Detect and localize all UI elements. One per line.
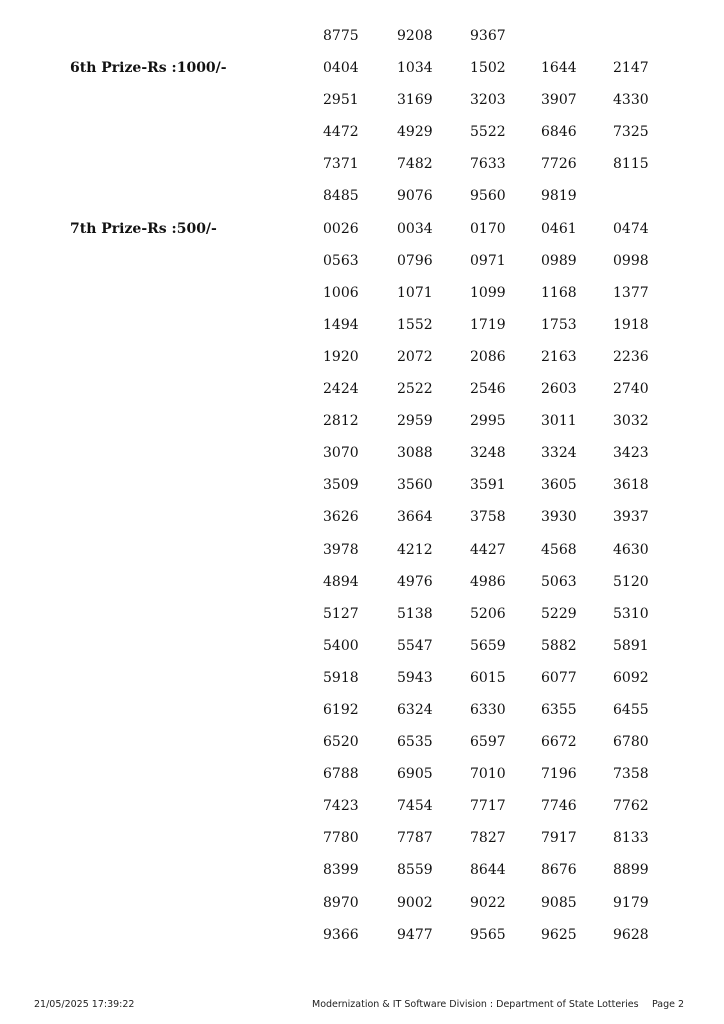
ticket-number: 9076 bbox=[397, 188, 433, 205]
ticket-number: 8133 bbox=[613, 830, 649, 847]
ticket-number: 4212 bbox=[397, 541, 433, 558]
page-footer bbox=[0, 999, 724, 1015]
footer-datetime: 21/05/2025 17:39:22 bbox=[34, 999, 135, 1010]
ticket-number: 3618 bbox=[613, 477, 649, 494]
ticket-number: 1552 bbox=[397, 316, 433, 333]
ticket-number: 5206 bbox=[470, 605, 506, 622]
ticket-number: 7917 bbox=[541, 830, 577, 847]
ticket-number: 2812 bbox=[323, 413, 359, 430]
ticket-number: 1071 bbox=[397, 284, 433, 301]
ticket-number: 4986 bbox=[470, 573, 506, 590]
table-row bbox=[0, 630, 724, 662]
ticket-number: 1753 bbox=[541, 316, 577, 333]
ticket-number: 3930 bbox=[541, 509, 577, 526]
ticket-number: 3758 bbox=[470, 509, 506, 526]
ticket-number: 7325 bbox=[613, 124, 649, 141]
ticket-number: 4427 bbox=[470, 541, 506, 558]
ticket-number: 0170 bbox=[470, 220, 506, 237]
ticket-number: 4330 bbox=[613, 92, 649, 109]
ticket-number: 1920 bbox=[323, 348, 359, 365]
ticket-number: 7726 bbox=[541, 156, 577, 173]
ticket-number: 0404 bbox=[323, 60, 359, 77]
ticket-number: 4568 bbox=[541, 541, 577, 558]
ticket-number: 1719 bbox=[470, 316, 506, 333]
ticket-number: 3591 bbox=[470, 477, 506, 494]
ticket-number: 2424 bbox=[323, 381, 359, 398]
ticket-number: 5882 bbox=[541, 637, 577, 654]
ticket-number: 9819 bbox=[541, 188, 577, 205]
ticket-number: 2236 bbox=[613, 348, 649, 365]
table-row bbox=[0, 566, 724, 598]
ticket-number: 2951 bbox=[323, 92, 359, 109]
ticket-number: 8970 bbox=[323, 894, 359, 911]
ticket-number: 9085 bbox=[541, 894, 577, 911]
ticket-number: 2072 bbox=[397, 348, 433, 365]
ticket-number: 2546 bbox=[470, 381, 506, 398]
ticket-number: 8399 bbox=[323, 862, 359, 879]
table-row bbox=[0, 84, 724, 116]
ticket-number: 4630 bbox=[613, 541, 649, 558]
ticket-number: 1168 bbox=[541, 284, 577, 301]
ticket-number: 3011 bbox=[541, 413, 577, 430]
ticket-number: 2522 bbox=[397, 381, 433, 398]
ticket-number: 5127 bbox=[323, 605, 359, 622]
ticket-number: 3560 bbox=[397, 477, 433, 494]
ticket-number: 7358 bbox=[613, 766, 649, 783]
ticket-number: 6597 bbox=[470, 734, 506, 751]
ticket-number: 3978 bbox=[323, 541, 359, 558]
table-row bbox=[0, 277, 724, 309]
ticket-number: 1006 bbox=[323, 284, 359, 301]
ticket-number: 6324 bbox=[397, 701, 433, 718]
table-row bbox=[0, 534, 724, 566]
table-row bbox=[0, 245, 724, 277]
ticket-number: 3626 bbox=[323, 509, 359, 526]
ticket-number: 1918 bbox=[613, 316, 649, 333]
table-row bbox=[0, 887, 724, 919]
ticket-number: 8676 bbox=[541, 862, 577, 879]
ticket-number: 7633 bbox=[470, 156, 506, 173]
ticket-number: 4472 bbox=[323, 124, 359, 141]
ticket-number: 0971 bbox=[470, 252, 506, 269]
table-row bbox=[0, 790, 724, 822]
table-row bbox=[0, 148, 724, 180]
ticket-number: 9625 bbox=[541, 926, 577, 943]
ticket-number: 9002 bbox=[397, 894, 433, 911]
ticket-number: 0989 bbox=[541, 252, 577, 269]
ticket-number: 1644 bbox=[541, 60, 577, 77]
table-row bbox=[0, 822, 724, 854]
ticket-number: 8485 bbox=[323, 188, 359, 205]
ticket-number: 6192 bbox=[323, 701, 359, 718]
footer-division: Modernization & IT Software Division : Department of State Lotteries bbox=[312, 999, 639, 1010]
table-row bbox=[0, 213, 724, 245]
ticket-number: 5918 bbox=[323, 669, 359, 686]
ticket-number: 3907 bbox=[541, 92, 577, 109]
ticket-number: 5063 bbox=[541, 573, 577, 590]
ticket-number: 3664 bbox=[397, 509, 433, 526]
prize-results-table bbox=[0, 20, 724, 951]
ticket-number: 9565 bbox=[470, 926, 506, 943]
ticket-number: 9560 bbox=[470, 188, 506, 205]
ticket-number: 5547 bbox=[397, 637, 433, 654]
ticket-number: 2147 bbox=[613, 60, 649, 77]
ticket-number: 7827 bbox=[470, 830, 506, 847]
table-row bbox=[0, 373, 724, 405]
ticket-number: 5659 bbox=[470, 637, 506, 654]
ticket-number: 3203 bbox=[470, 92, 506, 109]
ticket-number: 5400 bbox=[323, 637, 359, 654]
ticket-number: 0461 bbox=[541, 220, 577, 237]
table-row bbox=[0, 854, 724, 886]
ticket-number: 6535 bbox=[397, 734, 433, 751]
table-row bbox=[0, 405, 724, 437]
ticket-number: 0034 bbox=[397, 220, 433, 237]
ticket-number: 8115 bbox=[613, 156, 649, 173]
ticket-number: 7482 bbox=[397, 156, 433, 173]
ticket-number: 6330 bbox=[470, 701, 506, 718]
ticket-number: 8775 bbox=[323, 28, 359, 44]
ticket-number: 6788 bbox=[323, 766, 359, 783]
ticket-number: 7746 bbox=[541, 798, 577, 815]
table-row bbox=[0, 20, 724, 52]
ticket-number: 8899 bbox=[613, 862, 649, 879]
ticket-number: 1099 bbox=[470, 284, 506, 301]
ticket-number: 6092 bbox=[613, 669, 649, 686]
ticket-number: 0796 bbox=[397, 252, 433, 269]
ticket-number: 3169 bbox=[397, 92, 433, 109]
ticket-number: 0998 bbox=[613, 252, 649, 269]
ticket-number: 4894 bbox=[323, 573, 359, 590]
ticket-number: 4976 bbox=[397, 573, 433, 590]
table-row bbox=[0, 437, 724, 469]
ticket-number: 8559 bbox=[397, 862, 433, 879]
ticket-number: 2603 bbox=[541, 381, 577, 398]
table-row bbox=[0, 341, 724, 373]
ticket-number: 3248 bbox=[470, 445, 506, 462]
table-row bbox=[0, 501, 724, 533]
ticket-number: 7787 bbox=[397, 830, 433, 847]
ticket-number: 7010 bbox=[470, 766, 506, 783]
ticket-number: 1502 bbox=[470, 60, 506, 77]
prize-category-label: 6th Prize-Rs :1000/- bbox=[70, 60, 227, 77]
ticket-number: 6905 bbox=[397, 766, 433, 783]
ticket-number: 5229 bbox=[541, 605, 577, 622]
ticket-number: 6846 bbox=[541, 124, 577, 141]
ticket-number: 9208 bbox=[397, 28, 433, 44]
ticket-number: 2959 bbox=[397, 413, 433, 430]
table-row bbox=[0, 694, 724, 726]
ticket-number: 5891 bbox=[613, 637, 649, 654]
ticket-number: 6780 bbox=[613, 734, 649, 751]
ticket-number: 1494 bbox=[323, 316, 359, 333]
table-row bbox=[0, 726, 724, 758]
ticket-number: 7371 bbox=[323, 156, 359, 173]
ticket-number: 1034 bbox=[397, 60, 433, 77]
ticket-number: 2995 bbox=[470, 413, 506, 430]
ticket-number: 9367 bbox=[470, 28, 506, 44]
ticket-number: 7762 bbox=[613, 798, 649, 815]
ticket-number: 7780 bbox=[323, 830, 359, 847]
ticket-number: 3032 bbox=[613, 413, 649, 430]
ticket-number: 3423 bbox=[613, 445, 649, 462]
table-row bbox=[0, 598, 724, 630]
ticket-number: 2163 bbox=[541, 348, 577, 365]
ticket-number: 9179 bbox=[613, 894, 649, 911]
ticket-number: 6455 bbox=[613, 701, 649, 718]
table-row bbox=[0, 309, 724, 341]
ticket-number: 3070 bbox=[323, 445, 359, 462]
ticket-number: 9022 bbox=[470, 894, 506, 911]
ticket-number: 5522 bbox=[470, 124, 506, 141]
ticket-number: 5138 bbox=[397, 605, 433, 622]
ticket-number: 2086 bbox=[470, 348, 506, 365]
table-row bbox=[0, 180, 724, 212]
ticket-number: 1377 bbox=[613, 284, 649, 301]
ticket-number: 3088 bbox=[397, 445, 433, 462]
ticket-number: 3937 bbox=[613, 509, 649, 526]
ticket-number: 3605 bbox=[541, 477, 577, 494]
ticket-number: 6355 bbox=[541, 701, 577, 718]
ticket-number: 4929 bbox=[397, 124, 433, 141]
ticket-number: 7717 bbox=[470, 798, 506, 815]
ticket-number: 8644 bbox=[470, 862, 506, 879]
ticket-number: 6672 bbox=[541, 734, 577, 751]
ticket-number: 9366 bbox=[323, 926, 359, 943]
ticket-number: 9477 bbox=[397, 926, 433, 943]
ticket-number: 9628 bbox=[613, 926, 649, 943]
ticket-number: 3324 bbox=[541, 445, 577, 462]
table-row bbox=[0, 919, 724, 951]
table-row bbox=[0, 469, 724, 501]
ticket-number: 6520 bbox=[323, 734, 359, 751]
ticket-number: 7423 bbox=[323, 798, 359, 815]
table-row bbox=[0, 758, 724, 790]
table-row bbox=[0, 662, 724, 694]
prize-category-label: 7th Prize-Rs :500/- bbox=[70, 220, 217, 237]
ticket-number: 6077 bbox=[541, 669, 577, 686]
ticket-number: 5120 bbox=[613, 573, 649, 590]
ticket-number: 5943 bbox=[397, 669, 433, 686]
ticket-number: 5310 bbox=[613, 605, 649, 622]
ticket-number: 6015 bbox=[470, 669, 506, 686]
ticket-number: 3509 bbox=[323, 477, 359, 494]
ticket-number: 0026 bbox=[323, 220, 359, 237]
footer-page-number: Page 2 bbox=[652, 999, 685, 1010]
ticket-number: 0474 bbox=[613, 220, 649, 237]
ticket-number: 0563 bbox=[323, 252, 359, 269]
table-row bbox=[0, 52, 724, 84]
table-row bbox=[0, 116, 724, 148]
ticket-number: 7454 bbox=[397, 798, 433, 815]
ticket-number: 2740 bbox=[613, 381, 649, 398]
ticket-number: 7196 bbox=[541, 766, 577, 783]
